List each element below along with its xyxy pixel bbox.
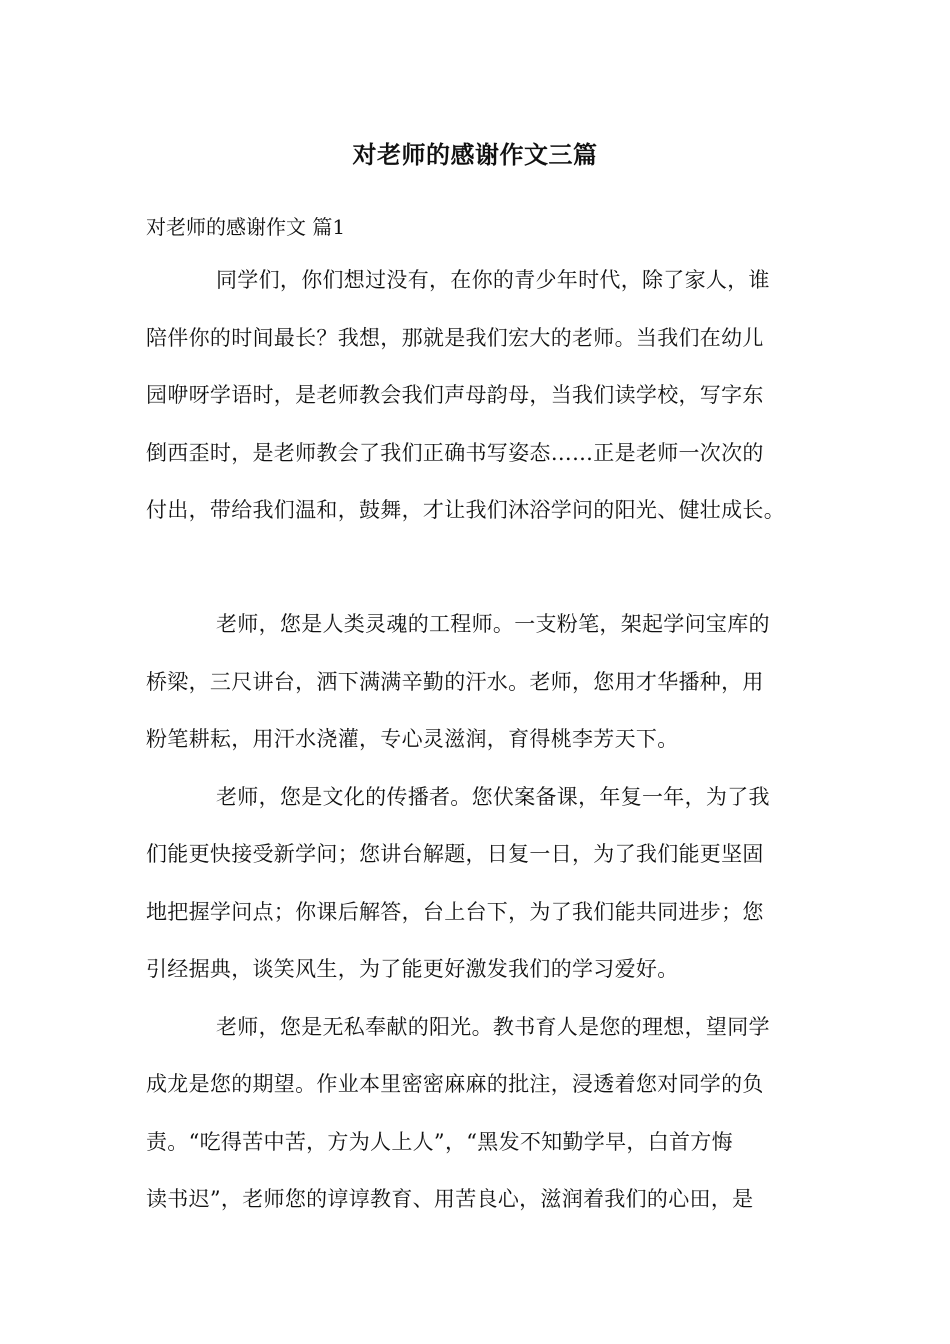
paragraph-line: 责。“吃得苦中苦，方为人上人”，“黑发不知勤学早，白首方悔 [146, 1130, 733, 1154]
paragraph-line: 付出，带给我们温和，鼓舞，才让我们沐浴学问的阳光、健壮成长。 [146, 498, 785, 522]
paragraph-line: 老师，您是无私奉献的阳光。教书育人是您的理想，望同学 [216, 1015, 770, 1039]
paragraph-line: 引经据典，谈笑风生，为了能更好激发我们的学习爱好。 [146, 957, 679, 981]
document-title: 对老师的感谢作文三篇 [352, 140, 598, 169]
paragraph-line: 陪伴你的时间最长？我想，那就是我们宏大的老师。当我们在幼儿 [146, 326, 764, 350]
paragraph-line: 园咿呀学语时，是老师教会我们声母韵母，当我们读学校，写字东 [146, 383, 764, 407]
paragraph-line: 老师，您是人类灵魂的工程师。一支粉笔，架起学问宝库的 [216, 612, 770, 636]
paragraph-line: 桥梁，三尺讲台，洒下满满辛勤的汗水。老师，您用才华播种，用 [146, 670, 764, 694]
paragraph-line: 同学们，你们想过没有，在你的青少年时代，除了家人，谁 [216, 268, 770, 292]
paragraph-line: 成龙是您的期望。作业本里密密麻麻的批注，浸透着您对同学的负 [146, 1072, 764, 1096]
paragraph-line: 地把握学问点；你课后解答，台上台下，为了我们能共同进步；您 [146, 900, 764, 924]
essay-heading: 对老师的感谢作文 篇1 [146, 215, 346, 239]
paragraph-line: 粉笔耕耘，用汗水浇灌，专心灵滋润，育得桃李芳天下。 [146, 727, 679, 751]
paragraph-line: 读书迟”，老师您的谆谆教育、用苦良心，滋润着我们的心田，是 [146, 1187, 754, 1211]
paragraph-line: 们能更快接受新学问；您讲台解题，日复一日，为了我们能更坚固 [146, 842, 764, 866]
paragraph-line: 倒西歪时，是老师教会了我们正确书写姿态……正是老师一次次的 [146, 441, 764, 465]
paragraph-line: 老师，您是文化的传播者。您伏案备课，年复一年，为了我 [216, 785, 770, 809]
